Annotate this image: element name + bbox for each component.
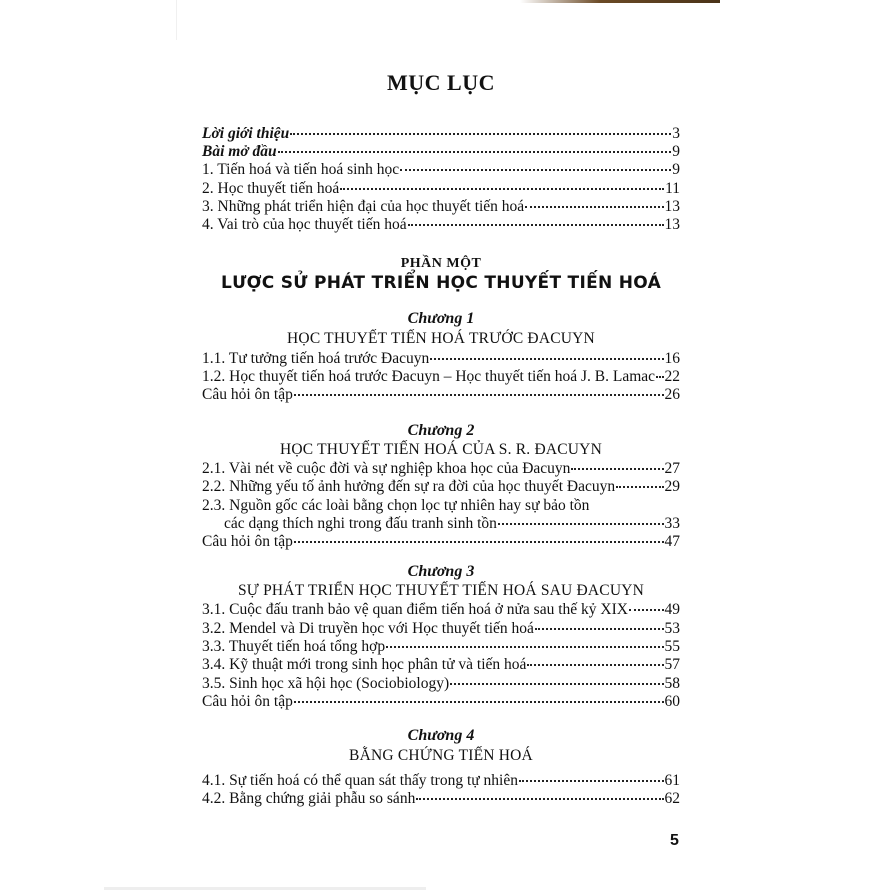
toc-entry[interactable]	[202, 125, 680, 143]
toc-entry-page: 58	[664, 675, 680, 692]
toc-entry[interactable]	[202, 368, 680, 386]
chapter-title: HỌC THUYẾT TIẾN HOÁ TRƯỚC ĐACUYN	[287, 330, 595, 347]
dot-leader	[498, 523, 664, 525]
chapter-label: Chương 2	[407, 422, 475, 439]
toc-entry-page: 62	[664, 790, 680, 807]
toc-entry[interactable]	[202, 601, 680, 619]
page-edge	[176, 0, 177, 40]
toc-entry-label: 3.1. Cuộc đấu tranh bảo vệ quan điểm tiến hoá ở nửa sau thế kỷ XIX	[202, 601, 628, 618]
chapter-label: Chương 4	[407, 727, 475, 744]
toc-entry[interactable]	[202, 460, 680, 478]
toc-entry-page: 55	[664, 638, 680, 655]
dot-leader	[430, 358, 663, 360]
toc-entry-label: 2.1. Vài nét về cuộc đời và sự nghiệp khoa học của Đacuyn	[202, 460, 571, 477]
dot-leader	[519, 780, 664, 782]
toc-entry-label: 3.3. Thuyết tiến hoá tổng hợp	[202, 638, 386, 655]
dot-leader	[525, 206, 663, 208]
toc-entry-page: 47	[664, 533, 680, 550]
part-label: PHẦN MỘT	[400, 256, 482, 271]
book-page	[202, 0, 680, 890]
toc-title: MỤC LỤC	[387, 70, 495, 95]
toc-entry-page: 49	[664, 601, 680, 618]
dot-leader	[571, 468, 663, 470]
dot-leader	[294, 394, 664, 396]
dot-leader	[656, 376, 663, 378]
chapter-title: BẰNG CHỨNG TIẾN HOÁ	[349, 747, 533, 764]
dot-leader	[527, 664, 663, 666]
toc-entry-page: 57	[664, 656, 680, 673]
toc-entry-page: 26	[664, 386, 680, 403]
toc-entry-label: Lời giới thiệu	[202, 125, 290, 142]
dot-leader	[278, 151, 672, 153]
chapter-title: SỰ PHÁT TRIỂN HỌC THUYẾT TIẾN HOÁ SAU ĐACUYN	[237, 582, 645, 599]
toc-entry-continuation[interactable]	[202, 515, 680, 533]
toc-entry-label: 4.1. Sự tiến hoá có thể quan sát thấy trong tự nhiên	[202, 772, 518, 789]
toc-entry-page: 11	[665, 180, 680, 197]
dot-leader	[629, 609, 664, 611]
toc-entry-label: 1.2. Học thuyết tiến hoá trước Đacuyn – Học thuyết tiến hoá J. B. Lamac	[202, 368, 656, 385]
toc-entry-label: 3. Những phát triển hiện đại của học thuyết tiến hoá	[202, 198, 525, 215]
chapter-label: Chương 1	[407, 310, 475, 327]
toc-entry-label: Bài mở đầu	[202, 143, 277, 160]
toc-entry[interactable]	[202, 790, 680, 808]
toc-entry[interactable]	[202, 656, 680, 674]
part-title: LƯỢC SỬ PHÁT TRIỂN HỌC THUYẾT TIẾN HOÁ	[220, 273, 662, 293]
toc-entry-page: 53	[664, 620, 680, 637]
toc-entry-page: 9	[672, 161, 680, 178]
toc-entry-page: 3	[672, 125, 680, 142]
toc-entry-label: Câu hỏi ôn tập	[202, 386, 293, 403]
toc-entry-label: Câu hỏi ôn tập	[202, 693, 293, 710]
toc-entry[interactable]	[202, 386, 680, 404]
toc-entry-page: 27	[664, 460, 680, 477]
toc-entry-label: 2.3. Nguồn gốc các loài bằng chọn lọc tự nhiên hay sự bảo tồn	[202, 497, 590, 514]
toc-entry-page: 60	[664, 693, 680, 710]
toc-entry-page: 9	[672, 143, 680, 160]
toc-entry[interactable]	[202, 161, 680, 179]
toc-entry-label: 4. Vai trò của học thuyết tiến hoá	[202, 216, 407, 233]
toc-entry-label: 4.2. Bằng chứng giải phẫu so sánh	[202, 790, 416, 807]
toc-entry-page: 61	[664, 772, 680, 789]
dot-leader	[294, 541, 664, 543]
toc-entry-page: 13	[664, 216, 680, 233]
dot-leader	[535, 628, 664, 630]
toc-entry[interactable]	[202, 620, 680, 638]
toc-entry[interactable]	[202, 533, 680, 551]
dot-leader	[386, 646, 663, 648]
toc-entry[interactable]	[202, 675, 680, 693]
toc-entry-page: 22	[664, 368, 680, 385]
toc-entry[interactable]	[202, 143, 680, 161]
dot-leader	[400, 169, 671, 171]
dot-leader	[450, 683, 663, 685]
toc-entry[interactable]	[202, 216, 680, 234]
toc-entry[interactable]	[202, 497, 680, 515]
dot-leader	[616, 486, 663, 488]
toc-entry-label: 1. Tiến hoá và tiến hoá sinh học	[202, 161, 400, 178]
toc-entry[interactable]	[202, 693, 680, 711]
toc-entry[interactable]	[202, 350, 680, 368]
toc-entry-label: 2. Học thuyết tiến hoá	[202, 180, 340, 197]
toc-entry-page: 33	[664, 515, 680, 532]
toc-entry-page: 29	[664, 478, 680, 495]
toc-entry[interactable]	[202, 198, 680, 216]
dot-leader	[408, 224, 664, 226]
toc-entry-label: Câu hỏi ôn tập	[202, 533, 293, 550]
toc-entry-label: 3.5. Sinh học xã hội học (Sociobiology)	[202, 675, 450, 692]
toc-entry[interactable]	[202, 478, 680, 496]
toc-entry[interactable]	[202, 772, 680, 790]
dot-leader	[416, 798, 663, 800]
toc-entry-page: 16	[664, 350, 680, 367]
toc-entry[interactable]	[202, 180, 680, 198]
dot-leader	[290, 133, 671, 135]
toc-entry-page: 13	[664, 198, 680, 215]
chapter-title: HỌC THUYẾT TIẾN HOÁ CỦA S. R. ĐACUYN	[280, 441, 602, 458]
toc-entry[interactable]	[202, 638, 680, 656]
toc-entry-label: 2.2. Những yếu tố ảnh hưởng đến sự ra đời của học thuyết Đacuyn	[202, 478, 616, 495]
toc-entry-label: 3.2. Mendel và Di truyền học với Học thuyết tiến hoá	[202, 620, 534, 637]
toc-entry-label: 1.1. Tư tưởng tiến hoá trước Đacuyn	[202, 350, 430, 367]
toc-entry-label: các dạng thích nghi trong đấu tranh sinh tồn	[224, 515, 497, 532]
toc-entry-label: 3.4. Kỹ thuật mới trong sinh học phân tử và tiến hoá	[202, 656, 527, 673]
dot-leader	[340, 188, 664, 190]
page-number: 5	[670, 832, 679, 849]
dot-leader	[294, 701, 664, 703]
chapter-label: Chương 3	[407, 563, 475, 580]
